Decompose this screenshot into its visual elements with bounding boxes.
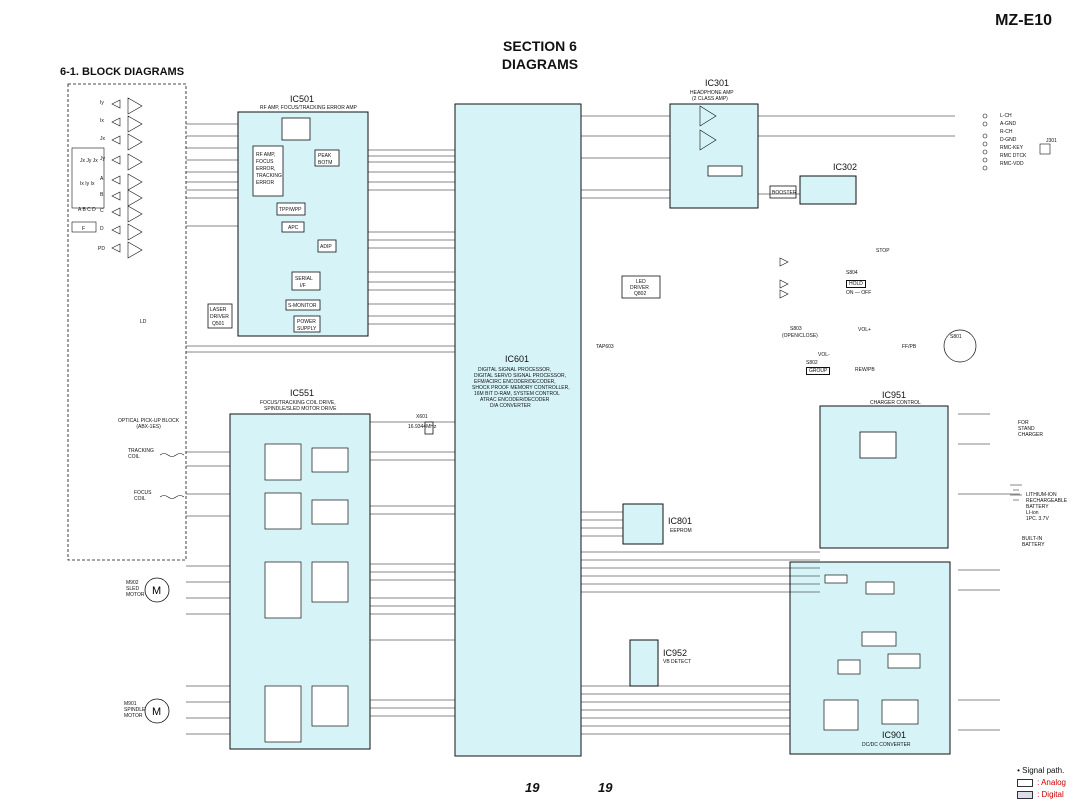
ic951-block <box>820 406 948 548</box>
ic951-name: IC951 <box>882 390 907 400</box>
pd-abcd-label: A B C D <box>78 207 96 213</box>
s803-label: S803 <box>790 326 802 332</box>
ic952-block <box>630 640 658 686</box>
stop-label: STOP <box>876 248 890 254</box>
svg-text:LASER: LASER <box>210 307 227 313</box>
svg-text:FOCUS/TRACKING COIL DRIVE,: FOCUS/TRACKING COIL DRIVE, <box>260 400 336 406</box>
ic301-name: IC301 <box>705 78 730 88</box>
ffpb-label: FF/PB <box>902 344 917 350</box>
svg-text:Q501: Q501 <box>212 321 225 327</box>
ic301-block <box>670 104 758 208</box>
ic551-name: IC551 <box>290 388 315 398</box>
led-glyphs <box>780 258 788 298</box>
svg-text:CHARGER CONTROL: CHARGER CONTROL <box>870 400 921 406</box>
j301-box <box>1040 144 1050 154</box>
svg-text:ADIP: ADIP <box>320 244 332 250</box>
diagrams-title: DIAGRAMS <box>501 56 579 72</box>
svg-text:ERROR,: ERROR, <box>256 166 276 172</box>
rew-label: REW/PB <box>855 367 875 373</box>
ic501-desc: RF AMP, FOCUS/TRACKING ERROR AMP <box>260 105 357 111</box>
tracking-coil-glyph <box>160 454 184 457</box>
svg-text:POWER: POWER <box>297 319 316 325</box>
pickup-frame <box>68 84 186 560</box>
svg-text:SUPPLY: SUPPLY <box>297 326 317 332</box>
focus-coil-label: FOCUS COIL <box>134 490 152 502</box>
pd-f-label: F <box>82 226 86 232</box>
sled-motor-m: M <box>152 585 162 597</box>
jack-outputs: L-CH A-GND R-CH D-GND RMC-KEY RMC DTCK RMC-VDD <box>1000 113 1027 167</box>
svg-text:D: D <box>100 226 104 232</box>
svg-text:S-MONITOR: S-MONITOR <box>288 303 317 309</box>
svg-text:Jy: Jy <box>100 156 105 162</box>
ic601-block <box>455 104 581 756</box>
on-off-label: ON — OFF <box>846 290 872 296</box>
spindle-motor-m: M <box>152 706 162 718</box>
pd-jx-label: Jx Jy Jx <box>80 158 98 164</box>
battery-glyph <box>1010 485 1022 500</box>
svg-text:TRACKING: TRACKING <box>256 173 282 179</box>
open-close-label: (OPEN/CLOSE) <box>782 333 818 339</box>
svg-text:DIGITAL SIGNAL PROCESSOR,: DIGITAL SIGNAL PROCESSOR, <box>478 367 552 373</box>
s804-label: S804 <box>846 270 858 276</box>
section-title: SECTION 6 <box>503 38 577 54</box>
spindle-motor-label: M901 SPINDLE MOTOR <box>124 701 146 719</box>
svg-text:APC: APC <box>288 225 299 231</box>
svg-text:A: A <box>100 176 104 182</box>
svg-text:DRIVER: DRIVER <box>210 314 229 320</box>
svg-text:SERIAL: SERIAL <box>295 276 313 282</box>
ic901-name: IC901 <box>882 730 907 740</box>
svg-text:HEADPHONE AMP: HEADPHONE AMP <box>690 90 734 96</box>
builtin-battery-label: BUILT-IN BATTERY <box>1022 536 1045 548</box>
ic302-name: IC302 <box>833 162 858 172</box>
vol-plus-label: VOL+ <box>858 327 871 333</box>
ic601-name: IC601 <box>505 354 530 364</box>
pickup-label: OPTICAL PICK-UP BLOCK (ABX-1ES) <box>118 418 180 430</box>
svg-text:Ix: Ix <box>100 118 104 124</box>
svg-text:B: B <box>100 192 104 198</box>
svg-text:VB DETECT: VB DETECT <box>663 659 692 665</box>
svg-text:EEPROM: EEPROM <box>670 528 692 534</box>
charger-label: FOR STAND CHARGER <box>1018 420 1044 438</box>
s802-label: S802 <box>806 360 818 366</box>
svg-text:DC/DC CONVERTER: DC/DC CONVERTER <box>862 742 911 748</box>
group-label: GROUP <box>806 367 830 375</box>
svg-text:Jx: Jx <box>100 136 105 142</box>
tracking-coil-label: TRACKING COIL <box>128 448 154 460</box>
s801-label: S801 <box>950 334 962 340</box>
battery-label: LITHIUM-ION RECHARGEABLE BATTERY LI-ion 1PC. 3.7V <box>1026 492 1068 522</box>
svg-text:DIGITAL SERVO SIGNAL PROCESSOR: DIGITAL SERVO SIGNAL PROCESSOR, <box>474 373 566 379</box>
ic801-name: IC801 <box>668 516 693 526</box>
svg-text:I/F: I/F <box>300 283 306 289</box>
vol-minus-label: VOL- <box>818 352 830 358</box>
svg-text:16.9344MHz: 16.9344MHz <box>408 424 437 430</box>
amp-block <box>282 118 310 140</box>
svg-text:EFM/ACIRC ENCODER/DECODER,: EFM/ACIRC ENCODER/DECODER, <box>474 379 556 385</box>
tap-label: TAP603 <box>596 344 614 350</box>
pd-ix-label: Ix Iy Ix <box>80 181 95 187</box>
svg-text:Q802: Q802 <box>634 291 647 297</box>
svg-text:SHOCK PROOF MEMORY CONTROLLER,: SHOCK PROOF MEMORY CONTROLLER, <box>472 385 570 391</box>
hold-label: HOLD <box>846 280 866 288</box>
ld-label: LD <box>140 319 147 325</box>
svg-text:(2 CLASS AMP): (2 CLASS AMP) <box>692 96 728 102</box>
analog-arrow-icon <box>1017 779 1033 787</box>
svg-text:RF AMP,: RF AMP, <box>256 152 276 158</box>
svg-text:ATRAC ENCODER/DECODER: ATRAC ENCODER/DECODER <box>480 397 550 403</box>
photodiodes <box>112 98 142 258</box>
focus-coil-glyph <box>160 496 184 499</box>
svg-text:DRIVER: DRIVER <box>630 285 649 291</box>
svg-text:Iy: Iy <box>100 100 104 106</box>
beep-driver <box>708 166 742 176</box>
j301-label: J301 <box>1046 138 1057 144</box>
jack-pins <box>983 114 987 170</box>
svg-text:BOTM: BOTM <box>318 160 333 166</box>
ic952-name: IC952 <box>663 648 688 658</box>
svg-text:PD: PD <box>98 246 105 252</box>
svg-text:ERROR: ERROR <box>256 180 275 186</box>
svg-text:SPINDLE/SLED MOTOR DRIVE: SPINDLE/SLED MOTOR DRIVE <box>264 406 337 412</box>
charge-control-block <box>860 432 896 458</box>
sled-motor-label: M902 SLED MOTOR <box>126 580 145 598</box>
block-diagrams-title: 6-1. BLOCK DIAGRAMS <box>60 66 185 78</box>
svg-text:FOCUS: FOCUS <box>256 159 274 165</box>
digital-arrow-icon <box>1017 791 1033 799</box>
svg-text:16M BIT D-RAM, SYSTEM CONTROL: 16M BIT D-RAM, SYSTEM CONTROL <box>474 391 560 397</box>
svg-text:D/A CONVERTER: D/A CONVERTER <box>490 403 531 409</box>
ic501-name: IC501 <box>290 94 315 104</box>
model-number: MZ-E10 <box>995 12 1052 29</box>
svg-text:PEAK: PEAK <box>318 153 332 159</box>
ic801-block <box>623 504 663 544</box>
svg-text:LED: LED <box>636 279 646 285</box>
svg-text:TPP/WPP: TPP/WPP <box>279 207 302 213</box>
svg-text:X601: X601 <box>416 414 428 420</box>
ic302-block <box>800 176 856 204</box>
signal-legend: • Signal path. : Analog : Digital <box>1017 766 1066 799</box>
svg-text:C: C <box>100 208 104 214</box>
svg-text:BOOSTER: BOOSTER <box>772 190 797 196</box>
